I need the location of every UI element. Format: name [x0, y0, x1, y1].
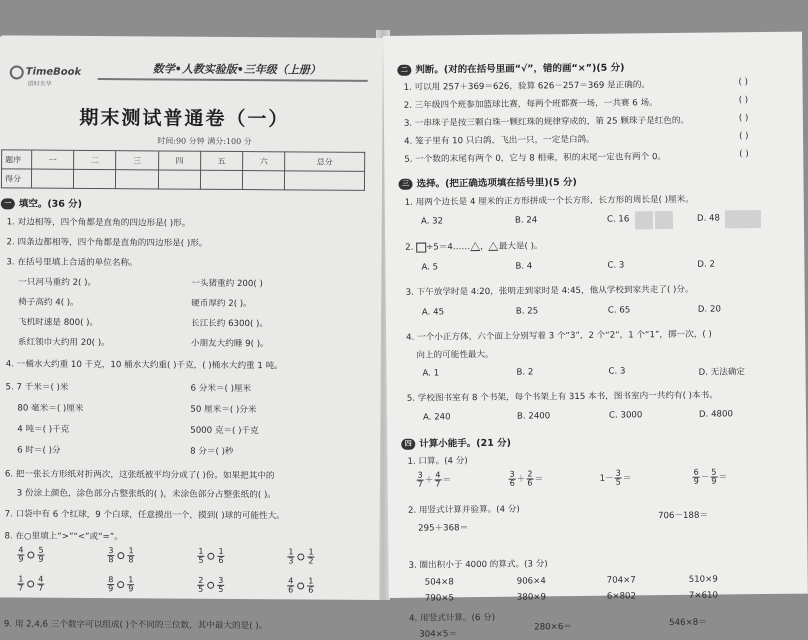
fraction: [127, 576, 134, 593]
judge-item: 5. 一个数的末尾有两个 0，它与 8 相乘，积的末尾一定也有两个 0。: [404, 152, 667, 165]
denominator: 9: [693, 476, 699, 486]
fraction: [37, 576, 44, 593]
compare-circle-input[interactable]: [27, 581, 34, 588]
fraction-compare: [106, 576, 196, 594]
choice-option: B. 2: [516, 367, 534, 378]
choice-question: 2. ÷5＝4…… ， 最大是( )。: [405, 241, 543, 253]
choice-option: D. 20: [697, 304, 721, 315]
operator: ＋: [424, 475, 434, 486]
calc-option[interactable]: 6×802: [606, 591, 637, 602]
unit-item: 小朋友大约睡 9( )。: [190, 338, 269, 350]
numerator: 3: [615, 468, 621, 478]
judge-item: 2. 三年级四个班参加篮球比赛，每两个班都赛一场，一共赛 6 场。: [403, 98, 658, 111]
oral-calc-item: [508, 470, 600, 488]
oral-calc-item: [600, 469, 692, 487]
question-line: 3 份涂上颜色，涂色部分占整张纸的( )，未涂色部分占整张纸的( )。: [16, 488, 276, 501]
question-line: 9. 用 2,4,6 三个数字可以组成( )个不同的三位数，其中最大的是( )。: [3, 619, 268, 632]
choice-option: A. 1: [422, 368, 440, 379]
fraction-compare: [286, 577, 376, 595]
choice-option: A. 5: [421, 262, 439, 273]
section-calc-heading: [401, 435, 511, 450]
question-line: 4. 一桶水大约重 10 千克，10 桶水大约重( )千克，( )桶水大约重 1 吨。: [5, 359, 283, 372]
subject-line: 数学•人教实验版•三年级（上册）: [152, 62, 321, 77]
numerator: 4: [38, 574, 44, 584]
q2-division: ÷5＝4……: [426, 242, 471, 253]
compare-circle-input[interactable]: [27, 552, 34, 559]
denominator: 8: [108, 555, 114, 565]
equals: ＝: [718, 472, 728, 483]
choice-option: B. 4: [515, 261, 533, 272]
score-header-cell: 总分: [285, 152, 365, 172]
calc-option[interactable]: 790×5: [424, 593, 455, 604]
numerator: 4: [435, 470, 441, 480]
choice-option: B. 2400: [516, 411, 551, 422]
choice-question: 5. 学校图书室有 8 个书架，每个书架上有 315 本书，图书室内一共约有( )本书。: [406, 390, 718, 404]
denominator: 7: [417, 479, 423, 489]
choice-option: B. 24: [514, 215, 538, 226]
numerator: 5: [711, 467, 717, 477]
score-row-label: 得分: [1, 169, 31, 188]
calc-question: 3. 圈出积小于 4000 的算式。(3 分): [408, 559, 548, 571]
denominator: 5: [615, 477, 621, 487]
fraction: [107, 547, 114, 564]
fraction: [107, 576, 114, 593]
denominator: 5: [218, 584, 224, 594]
right-page: [383, 32, 808, 640]
calc-option[interactable]: 510×9: [688, 574, 718, 585]
section-label: 判断。(对的在括号里画“√”，错的画“×”)(5 分): [415, 62, 625, 76]
choice-option: D. 2: [697, 259, 716, 270]
question-line: 6. 把一张长方形纸对折两次，这张纸被平均分成了( )份。如果把其中的: [4, 469, 275, 482]
publisher-logo: [10, 61, 82, 87]
denominator: 9: [18, 554, 24, 564]
score-cell[interactable]: [116, 170, 158, 189]
fraction-compare: [196, 577, 286, 595]
fraction: [509, 471, 516, 488]
judge-item: 3. 一串珠子是按三颗白珠一颗红珠的规律穿成的，第 25 颗珠子是红色的。: [403, 115, 690, 129]
numerator: 1: [308, 576, 314, 586]
section-label: 填空。(36 分): [18, 198, 83, 210]
numerator: 6: [693, 467, 699, 477]
oral-calc-group: [416, 467, 784, 489]
left-page: [0, 35, 383, 632]
denominator: 8: [128, 555, 134, 565]
unit-item: 长江长约 6300( )。: [190, 318, 269, 330]
fraction-compare: [106, 547, 196, 565]
choice-question: 4. 一个小正方体，六个面上分别写着 3 个“3”，2 个“2”，1 个“1”，掷一次，( ): [406, 329, 712, 343]
calc-item: 304×5＝: [419, 629, 457, 640]
conversion-item: 80 毫米＝( )厘米: [17, 403, 84, 414]
calc-option[interactable]: 906×4: [516, 576, 546, 587]
fraction-compare: [196, 548, 286, 566]
denominator: 2: [308, 556, 314, 566]
numerator: 1: [288, 547, 294, 557]
denominator: 7: [435, 479, 441, 489]
unit-item: 椅子高约 4( )。: [18, 297, 79, 308]
choice-option: C. 65: [607, 305, 631, 316]
conversion-item: 4 吨＝( )千克: [17, 424, 70, 435]
operator: ＋: [516, 474, 526, 485]
fraction-compare-row: [16, 546, 376, 566]
unit-item: 系红领巾大约用 20( )。: [17, 337, 110, 349]
conversion-item: 5. 7 千米＝( )米: [5, 382, 69, 393]
section-label: 计算小能手。(21 分): [419, 437, 512, 450]
denominator: 9: [108, 584, 114, 594]
compare-circle-input[interactable]: [297, 553, 304, 560]
unit-item: 一只河马重约 2( )。: [18, 277, 97, 289]
squares-figure: [635, 208, 765, 231]
answer-paren[interactable]: ( ): [738, 77, 748, 88]
compare-circle-input[interactable]: [297, 582, 304, 589]
numerator: 1: [128, 546, 134, 556]
question-line: 3. 在括号里填上合适的单位名称。: [6, 257, 138, 269]
answer-paren[interactable]: ( ): [738, 113, 749, 124]
oral-calc-row: [416, 468, 784, 489]
unit-item: 一头猪重约 200( ): [191, 278, 263, 290]
choice-option: C. 16: [606, 214, 630, 225]
numerator: 2: [198, 575, 204, 585]
calc-item: 706－188＝: [657, 510, 709, 522]
score-table-row: [1, 169, 364, 191]
numerator: 1: [308, 547, 314, 557]
calc-item: 295＋368＝: [418, 523, 469, 534]
numerator: 3: [509, 469, 515, 479]
triangle-icon: [489, 242, 499, 251]
section-fill-in-heading: [1, 195, 82, 210]
fraction: [710, 469, 717, 486]
score-cell[interactable]: [242, 171, 284, 190]
denominator: 7: [18, 583, 24, 593]
denominator: 7: [38, 583, 44, 593]
answer-paren[interactable]: ( ): [738, 95, 749, 106]
score-header-cell: 四: [158, 151, 200, 170]
denominator: 6: [509, 478, 515, 488]
fraction: [287, 548, 294, 565]
fraction-compare-row: [16, 575, 376, 595]
oral-calc-item: [416, 471, 508, 489]
section-badge: 二: [397, 65, 411, 76]
numerator: 1: [18, 574, 24, 584]
fraction: [197, 577, 204, 594]
numerator: 1: [128, 575, 134, 585]
calc-option[interactable]: 704×7: [606, 575, 636, 586]
numerator: 5: [38, 545, 44, 555]
section-badge: 三: [398, 179, 412, 190]
choice-option: C. 3: [608, 366, 626, 377]
numerator: 3: [417, 470, 423, 480]
denominator: 9: [128, 584, 134, 594]
numerator: 4: [18, 545, 24, 555]
choice-option: B. 25: [515, 306, 539, 317]
score-table: [1, 149, 365, 191]
fraction-compare: [16, 546, 106, 564]
unit-item: 飞机时速是 800( )。: [17, 317, 99, 329]
numerator: 2: [527, 469, 533, 479]
fraction: [693, 469, 700, 486]
fraction-compare-group: [16, 574, 376, 595]
fraction: [217, 577, 224, 594]
denominator: 6: [288, 585, 294, 595]
score-header-cell: 六: [243, 152, 285, 171]
fraction: [526, 470, 533, 487]
score-header-cell: 题序: [2, 150, 32, 169]
fraction-compare: [286, 548, 376, 566]
compare-circle-input[interactable]: [117, 552, 124, 559]
calc-question: 4. 用竖式计算。(6 分): [409, 612, 496, 624]
operator: －: [605, 473, 614, 484]
denominator: 9: [711, 476, 717, 486]
calc-option[interactable]: 380×9: [516, 592, 547, 603]
judge-item: 1. 可以用 257＋369＝626，验算 626－257＝369 是正确的。: [403, 80, 651, 93]
denominator: 6: [218, 555, 224, 565]
numerator: 3: [108, 546, 114, 556]
question-line: 7. 口袋中有 6 个红球，9 个白球，任意摸出一个，摸到( )球的可能性大。: [4, 509, 285, 522]
exam-title: 期末测试普通卷（一）: [79, 106, 290, 131]
choice-option: D. 无法确定: [698, 367, 746, 378]
header-rule: [98, 78, 368, 82]
score-cell[interactable]: [31, 169, 73, 188]
score-header-cell: 二: [74, 150, 116, 169]
calc-item: 280×6＝: [534, 622, 572, 633]
denominator: 5: [198, 555, 204, 565]
denominator: 5: [198, 584, 204, 594]
conversion-item: 50 厘米＝( )分米: [190, 404, 257, 416]
choice-option: A. 32: [420, 216, 444, 227]
score-cell[interactable]: [74, 169, 116, 188]
logo-subtitle: 留时天华: [27, 80, 52, 88]
conversion-item: 6 时＝( )分: [17, 445, 61, 456]
question-line: 8. 在○里填上“>”“<”或“=”。: [4, 531, 123, 543]
choice-question: 3. 下午放学时是 4:20，张明走到家时是 4:45，他从学校到家共走了( )分。: [405, 284, 694, 298]
section-judge-heading: [397, 59, 624, 75]
calc-option[interactable]: 7×610: [688, 590, 719, 601]
fraction: [17, 575, 24, 592]
denominator: 6: [527, 478, 533, 488]
fraction: [197, 548, 204, 565]
numerator: 1: [218, 546, 224, 556]
score-cell[interactable]: [158, 170, 200, 189]
score-cell[interactable]: [200, 170, 242, 189]
q2-tail: 最大是( )。: [498, 241, 543, 252]
logo-icon: [10, 65, 24, 79]
choice-question: 1. 用两个边长是 4 厘米的正方形拼成一个长方形，长方形的周长是( )厘米。: [404, 194, 694, 208]
square-blank-icon: [416, 242, 426, 252]
score-table-header: [2, 150, 365, 172]
fraction: [287, 577, 294, 594]
score-header-cell: 三: [116, 151, 158, 170]
compare-circle-input[interactable]: [117, 581, 124, 588]
operator: －: [700, 472, 710, 483]
equals: ＝: [442, 475, 452, 486]
conversion-item: 5000 克＝( )千克: [190, 425, 259, 437]
question-line: 1. 对边相等，四个角都是直角的四边形是( )形。: [6, 217, 191, 229]
section-choice-heading: [398, 174, 576, 190]
exam-meta: 时间:90 分钟 满分:100 分: [157, 136, 252, 147]
fraction: [127, 547, 134, 564]
answer-paren[interactable]: ( ): [739, 149, 749, 160]
compare-circle-input[interactable]: [207, 553, 214, 560]
fraction: [217, 548, 224, 565]
fraction: [37, 547, 44, 564]
section-badge: 一: [1, 198, 15, 209]
triangle-icon: [470, 242, 480, 251]
choice-option: C. 3: [607, 260, 625, 271]
numerator: 1: [198, 546, 204, 556]
section-label: 选择。(把正确选项填在括号里)(5 分): [416, 176, 577, 190]
fraction: [307, 577, 314, 594]
equals: ＝: [534, 474, 544, 485]
score-cell[interactable]: [285, 171, 365, 191]
denominator: 6: [308, 585, 314, 595]
choice-question: 向上的可能性最大。: [416, 349, 494, 361]
fraction: [434, 471, 441, 488]
fraction: [307, 548, 314, 565]
fraction: [17, 546, 24, 563]
unit-item: 硬币厚约 2( )。: [191, 298, 252, 310]
score-header-cell: 五: [200, 151, 242, 170]
q2-number: 2.: [405, 242, 414, 253]
numerator: 3: [218, 575, 224, 585]
fraction-compare-group: [16, 545, 376, 566]
compare-circle-input[interactable]: [207, 582, 214, 589]
choice-option: A. 45: [421, 307, 445, 318]
score-header-cell: 一: [32, 150, 74, 169]
numerator: 8: [108, 575, 114, 585]
choice-option: C. 3000: [608, 410, 643, 421]
fraction-compare: [16, 575, 106, 593]
denominator: 3: [288, 556, 294, 566]
oral-calc-item: [692, 468, 784, 486]
conversion-item: 6 分米＝( )厘米: [190, 383, 252, 395]
fraction: [417, 472, 424, 489]
calc-item: 546×8＝: [669, 617, 707, 629]
denominator: 9: [38, 554, 44, 564]
judge-item: 4. 笼子里有 10 只白鸽，飞出一只，一定是白鸽。: [404, 134, 595, 147]
choice-option: A. 240: [422, 412, 451, 423]
calc-question: 2. 用竖式计算并验算。(4 分): [407, 504, 520, 516]
choice-option: D. 4800: [698, 409, 733, 420]
calc-option[interactable]: 504×8: [424, 577, 454, 588]
section-badge: 四: [401, 439, 415, 450]
fraction: [615, 470, 622, 487]
logo-name: TimeBook: [25, 66, 82, 78]
calc-question: 1. 口算。(4 分): [407, 456, 468, 467]
answer-paren[interactable]: ( ): [739, 131, 749, 142]
choice-option: D. 48: [696, 213, 721, 224]
whole-number: 1: [599, 473, 606, 484]
equals: ＝: [622, 473, 632, 484]
conversion-item: 8 分＝( )秒: [190, 446, 234, 457]
question-line: 2. 四条边都相等，四个角都是直角的四边形是( )形。: [6, 237, 208, 249]
numerator: 4: [288, 576, 294, 586]
